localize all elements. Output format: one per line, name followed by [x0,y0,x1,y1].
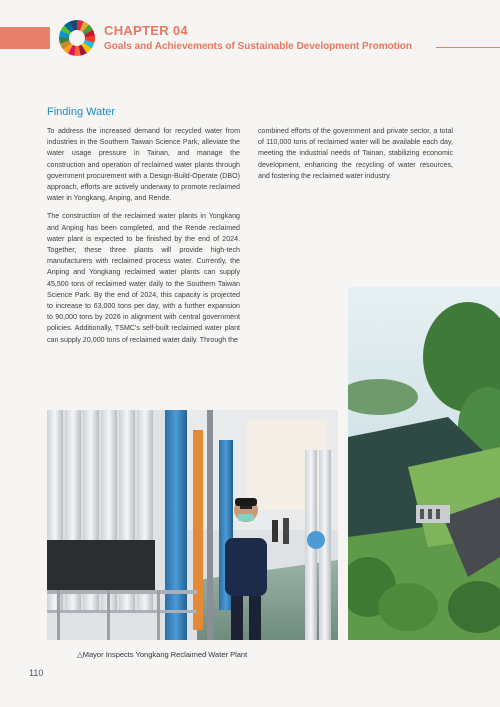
water-plant-photo [47,410,338,640]
text-column-right [258,126,453,189]
paragraph: combined efforts of the government and private sector, a total of 110,000 tons of reclaimed water will be available each day, meeting the industrial needs of Tainan, stabilizing economic development, enhancing the recycling of water resources, and fostering the reclaimed water industry. [258,127,453,180]
page-number: 110 [29,668,44,678]
paragraph: The construction of the reclaimed water plants in Yongkang and Anping has been completed, and the Rende reclaimed water plant is expected to be finished by the end of 2024. Together, these three plants will provide high-tech manufacturers with reclaimed process water. Currently, the Anping and Yongkang reclaimed water plants can supply 45,500 tons of reclaimed water daily to the Southern Taiwan Science Park. By the end of 2024, this capacity is projected to increase to 63,000 tons per day, with a further expansion to 90,000 tons by 2026 in alignment with central government policies. Additionally, TSMC's self-built reclaimed water plant can supply 20,000 tons of reclaimed water daily. Through the [47,212,240,344]
photo-caption: △Mayor Inspects Yongkang Reclaimed Water Plant [77,650,248,659]
plant-rendering-photo [348,287,500,640]
chapter-label: CHAPTER 04 [104,23,188,38]
header-rule [436,47,500,48]
chapter-subtitle: Goals and Achievements of Sustainable Development Promotion [104,41,413,52]
paragraph: To address the increased demand for recycled water from industries in the Southern Taiwan Science Park, alleviate the water usage pressure in Tainan, and manage the construction and operation of reclaimed water plants through government procurement with a Design-Build-Operate (DBO) approach, efforts are actively underway to promote reclaimed water in Yongkang, Anping, and Rende. [47,127,240,203]
section-title: Finding Water [47,106,116,118]
text-column-left [47,126,240,353]
sdg-wheel-icon [59,20,95,56]
header-accent-bar [0,27,50,49]
